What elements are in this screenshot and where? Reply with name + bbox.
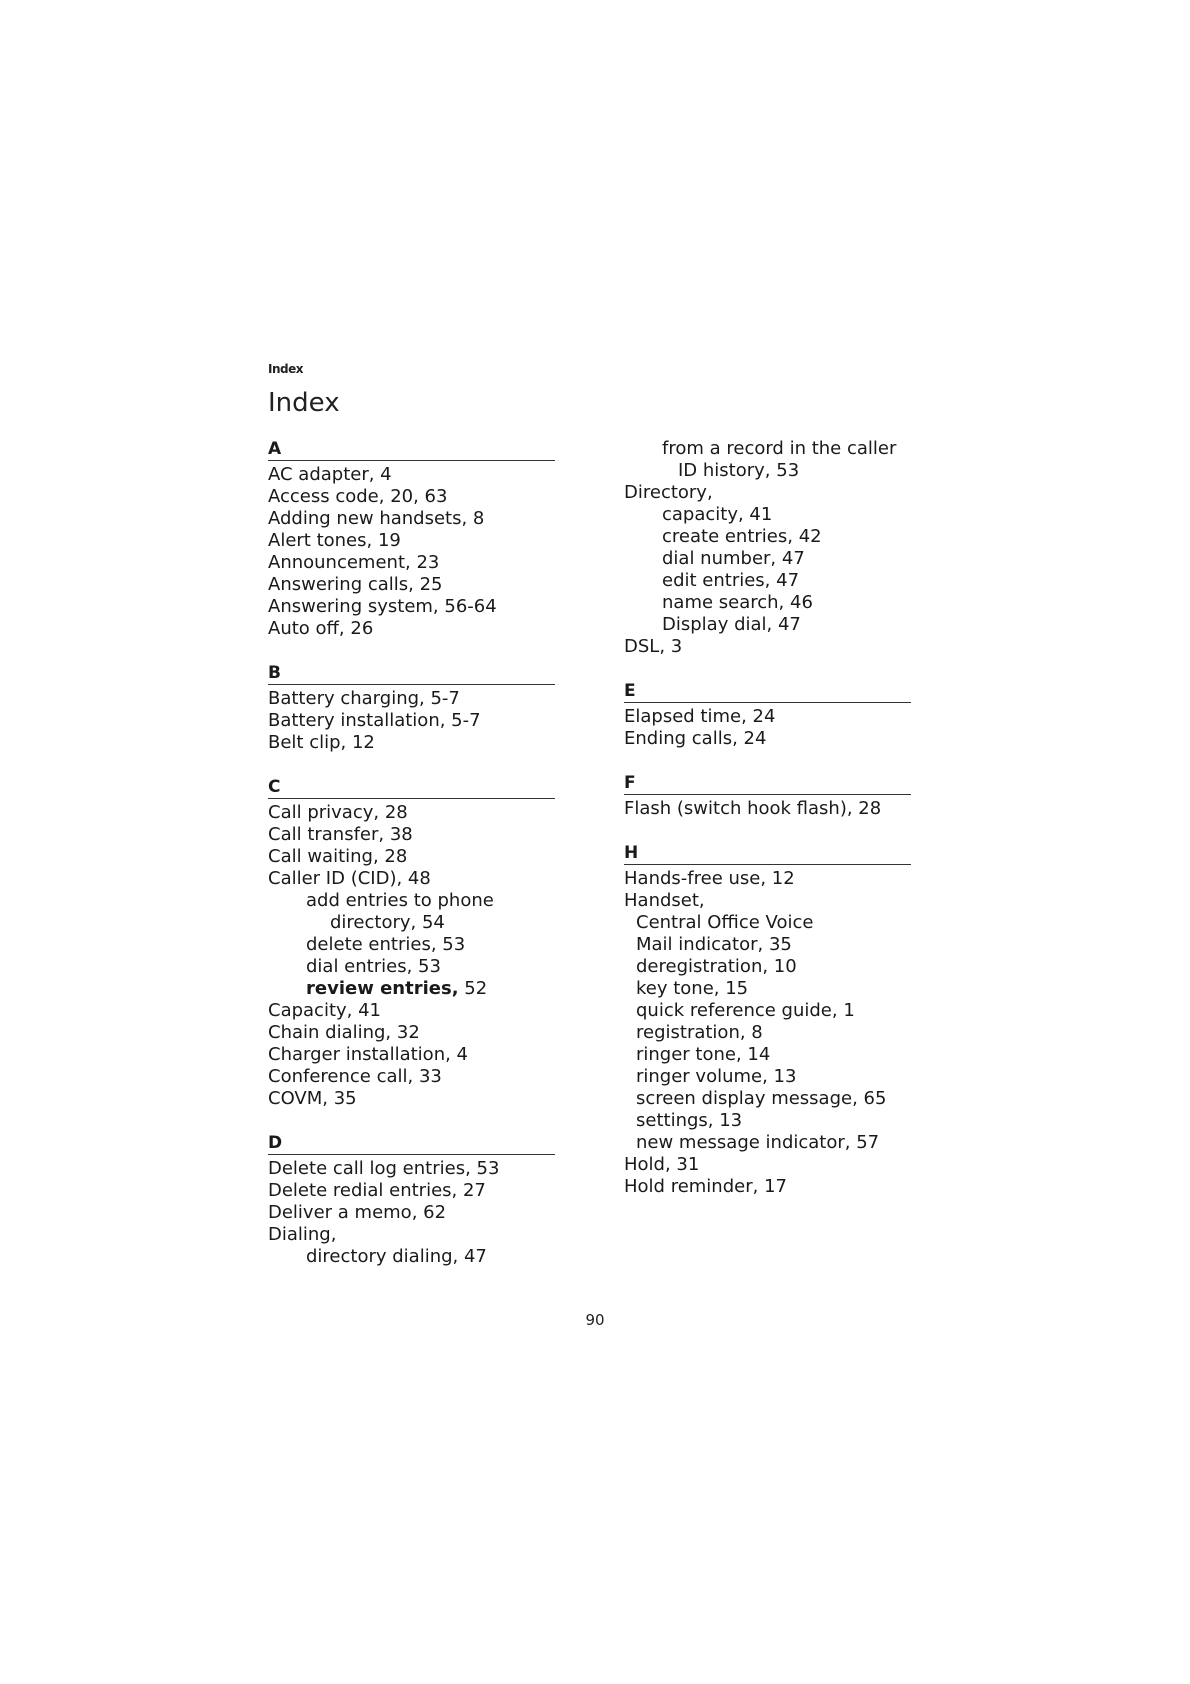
page-title: Index bbox=[268, 388, 340, 418]
index-subentry: deregistration, 10 bbox=[636, 956, 797, 977]
index-subentry-page: 52 bbox=[464, 978, 488, 999]
index-right-column bbox=[624, 438, 911, 1220]
section-letter-h: H bbox=[624, 842, 911, 865]
index-entry: Hold reminder, 17 bbox=[624, 1176, 787, 1197]
index-subentry-continuation: ID history, 53 bbox=[678, 460, 800, 481]
index-entry: Call transfer, 38 bbox=[268, 824, 413, 845]
index-subentry: dial number, 47 bbox=[662, 548, 805, 569]
index-entry: Announcement, 23 bbox=[268, 552, 440, 573]
index-entry: Charger installation, 4 bbox=[268, 1044, 468, 1065]
index-section-b bbox=[268, 662, 555, 754]
index-entry: Directory, bbox=[624, 482, 713, 503]
index-entry: Dialing, bbox=[268, 1224, 337, 1245]
index-section-h bbox=[624, 842, 911, 1198]
index-subentry: delete entries, 53 bbox=[306, 934, 466, 955]
index-subentry-continuation: Mail indicator, 35 bbox=[636, 934, 792, 955]
page-number: 90 bbox=[585, 1311, 605, 1329]
index-entry: DSL, 3 bbox=[624, 636, 683, 657]
index-subentry: from a record in the caller bbox=[662, 438, 897, 459]
index-subentry: create entries, 42 bbox=[662, 526, 822, 547]
index-subentry: Central Office Voice bbox=[636, 912, 814, 933]
section-letter-f: F bbox=[624, 772, 911, 795]
index-entry: Adding new handsets, 8 bbox=[268, 508, 485, 529]
section-letter-a: A bbox=[268, 438, 555, 461]
index-entry: COVM, 35 bbox=[268, 1088, 357, 1109]
index-subentry: Display dial, 47 bbox=[662, 614, 801, 635]
index-entry: Ending calls, 24 bbox=[624, 728, 767, 749]
index-subentry-continuation: directory, 54 bbox=[330, 912, 445, 933]
index-subentry: ringer tone, 14 bbox=[636, 1044, 771, 1065]
index-section-a bbox=[268, 438, 555, 640]
index-left-column bbox=[268, 438, 555, 1290]
index-subentry: edit entries, 47 bbox=[662, 570, 800, 591]
index-entry: Capacity, 41 bbox=[268, 1000, 382, 1021]
index-subentry: capacity, 41 bbox=[662, 504, 773, 525]
index-section-d bbox=[268, 1132, 555, 1268]
index-entry: Caller ID (CID), 48 bbox=[268, 868, 431, 889]
index-entry: Battery installation, 5-7 bbox=[268, 710, 481, 731]
index-subentry: directory dialing, 47 bbox=[306, 1246, 487, 1267]
index-entry: Battery charging, 5-7 bbox=[268, 688, 460, 709]
index-subentry-term: review entries, bbox=[306, 978, 459, 999]
section-letter-b: B bbox=[268, 662, 555, 685]
section-letter-e: E bbox=[624, 680, 911, 703]
index-section-d-continued bbox=[624, 438, 911, 658]
index-subentry: key tone, 15 bbox=[636, 978, 749, 999]
index-entry: Answering calls, 25 bbox=[268, 574, 443, 595]
index-subentry: screen display message, 65 bbox=[636, 1088, 887, 1109]
index-entry: Access code, 20, 63 bbox=[268, 486, 448, 507]
index-subentry: add entries to phone bbox=[306, 890, 494, 911]
index-subentry: name search, 46 bbox=[662, 592, 813, 613]
index-entry: Hold, 31 bbox=[624, 1154, 700, 1175]
index-entry: Delete call log entries, 53 bbox=[268, 1158, 500, 1179]
index-entry: Deliver a memo, 62 bbox=[268, 1202, 447, 1223]
index-subentry bbox=[268, 978, 555, 1000]
index-entry: AC adapter, 4 bbox=[268, 464, 392, 485]
index-section-f bbox=[624, 772, 911, 820]
index-entry: Handset, bbox=[624, 890, 705, 911]
index-entry: Chain dialing, 32 bbox=[268, 1022, 420, 1043]
index-entry: Delete redial entries, 27 bbox=[268, 1180, 486, 1201]
index-subentry: ringer volume, 13 bbox=[636, 1066, 797, 1087]
index-entry: Call privacy, 28 bbox=[268, 802, 408, 823]
index-section-e bbox=[624, 680, 911, 750]
index-entry: Conference call, 33 bbox=[268, 1066, 442, 1087]
section-letter-d: D bbox=[268, 1132, 555, 1155]
index-entry: Flash (switch hook flash), 28 bbox=[624, 798, 882, 819]
index-subentry: settings, 13 bbox=[636, 1110, 743, 1131]
running-header: Index bbox=[268, 362, 303, 376]
index-subentry: new message indicator, 57 bbox=[636, 1132, 880, 1153]
index-entry: Answering system, 56-64 bbox=[268, 596, 497, 617]
index-subentry: registration, 8 bbox=[636, 1022, 763, 1043]
index-entry: Auto off, 26 bbox=[268, 618, 374, 639]
index-entry: Elapsed time, 24 bbox=[624, 706, 776, 727]
index-subentry: dial entries, 53 bbox=[306, 956, 441, 977]
section-letter-c: C bbox=[268, 776, 555, 799]
index-entry: Call waiting, 28 bbox=[268, 846, 408, 867]
index-entry: Alert tones, 19 bbox=[268, 530, 401, 551]
index-entry: Hands-free use, 12 bbox=[624, 868, 795, 889]
index-entry: Belt clip, 12 bbox=[268, 732, 375, 753]
index-section-c bbox=[268, 776, 555, 1110]
index-subentry: quick reference guide, 1 bbox=[636, 1000, 855, 1021]
